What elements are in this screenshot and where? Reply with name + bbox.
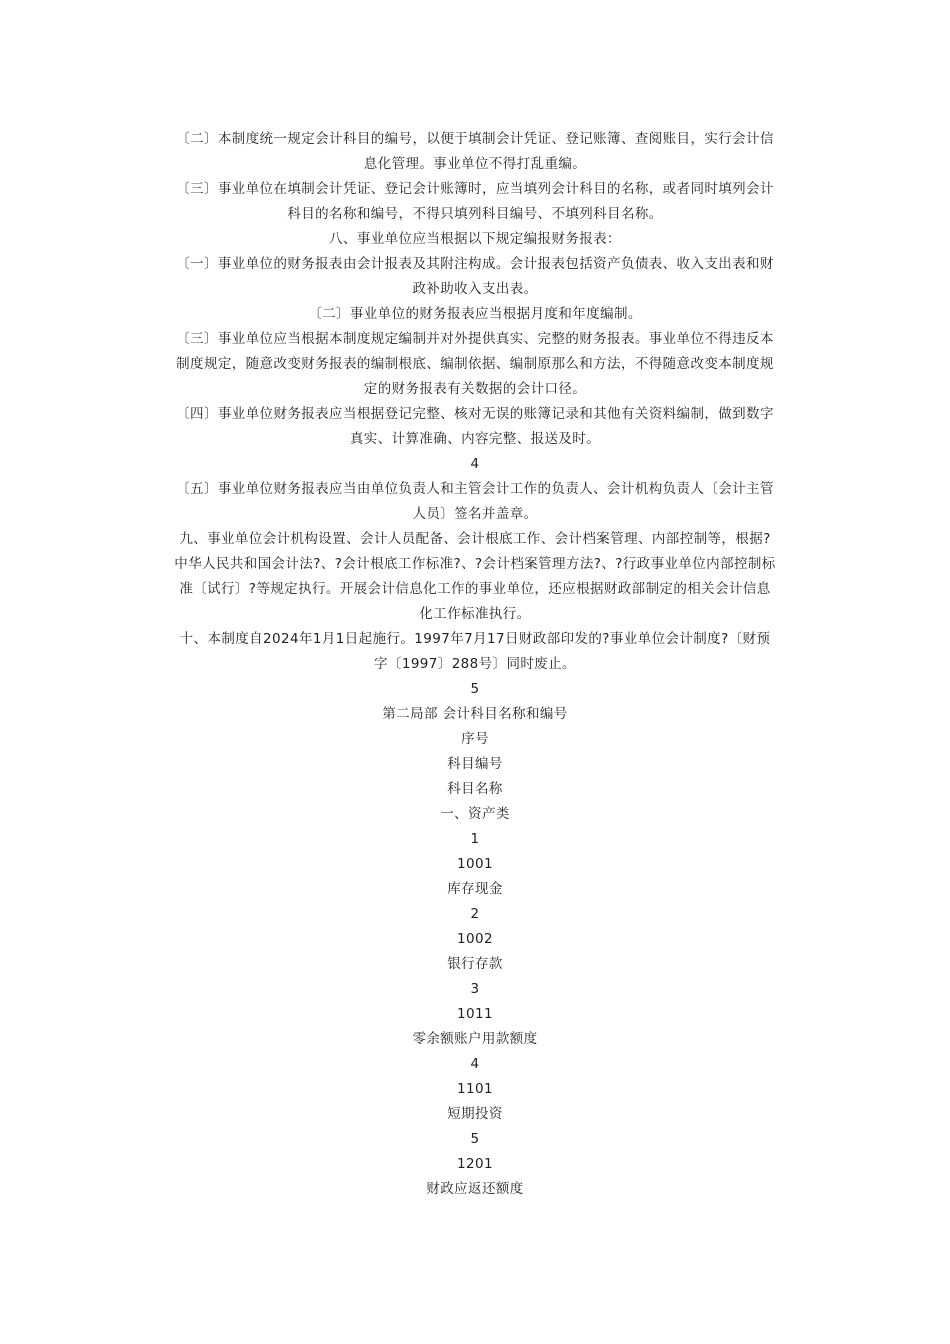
document-page (0, 127, 950, 1202)
table-header-name: 科目名称 (447, 781, 503, 797)
table-header-code: 科目编号 (447, 756, 503, 772)
row-code: 1011 (457, 1006, 493, 1022)
table-row (0, 902, 950, 977)
paragraph-report-period: 〔二〕事业单位的财务报表应当根据月度和年度编制。 (308, 306, 642, 322)
table-row (0, 827, 950, 902)
row-seq: 5 (470, 1131, 480, 1147)
table-row (0, 977, 950, 1052)
row-code: 1002 (457, 931, 493, 947)
paragraph-report-accuracy: 〔三〕事业单位应当根据本制度规定编制并对外提供真实、完整的财务报表。事业单位不得违反本制度规定，随意改变财务报表的编制根底、编制依据、编制原那么和方法，不得随意改变本制度规定的财务报表有关数据的会计口径。 (176, 331, 774, 397)
paragraph-report-basis: 〔四〕事业单位财务报表应当根据登记完整、核对无误的账簿记录和其他有关资料编制，做到数字真实、计算准确、内容完整、报送及时。 (176, 406, 774, 447)
row-seq: 3 (470, 981, 480, 997)
page-number: 5 (470, 681, 480, 697)
row-seq: 1 (470, 831, 480, 847)
table-row (0, 1127, 950, 1202)
table-category-assets: 一、资产类 (440, 806, 510, 822)
row-name: 库存现金 (447, 881, 503, 897)
row-code: 1101 (457, 1081, 493, 1097)
row-seq: 2 (470, 906, 480, 922)
row-name: 零余额账户用款额度 (412, 1031, 538, 1047)
section-title: 第二局部 会计科目名称和编号 (382, 706, 568, 722)
paragraph-effective-date: 十、本制度自2024年1月1日起施行。1997年7月17日财政部印发的?事业单位会计制度?〔财预字〔1997〕288号〕同时废止。 (179, 631, 771, 672)
section-heading-reports: 八、事业单位应当根据以下规定编报财务报表： (329, 231, 621, 247)
paragraph-report-signature: 〔五〕事业单位财务报表应当由单位负责人和主管会计工作的负责人、会计机构负责人〔会计主管人员〕签名并盖章。 (176, 481, 774, 522)
row-name: 短期投资 (447, 1106, 503, 1122)
paragraph-report-composition: 〔一〕事业单位的财务报表由会计报表及其附注构成。会计报表包括资产负债表、收入支出表和财政补助收入支出表。 (176, 256, 774, 297)
paragraph-accounting-institution: 九、事业单位会计机构设置、会计人员配备、会计根底工作、会计档案管理、内部控制等，根据?中华人民共和国会计法?、?会计根底工作标准?、?会计档案管理方法?、?行政事业单位内部控制标准〔试行〕?等规定执行。开展会计信息化工作的事业单位，还应根据财政部制定的相关会计信息化工作标准执行。 (174, 531, 776, 622)
row-name: 财政应返还额度 (426, 1181, 524, 1197)
row-code: 1201 (457, 1156, 493, 1172)
table-header-seq: 序号 (461, 731, 489, 747)
page-number: 4 (470, 456, 480, 472)
paragraph-code-numbering: 〔二〕本制度统一规定会计科目的编号，以便于填制会计凭证、登记账簿、查阅账目，实行会计信息化管理。事业单位不得打乱重编。 (176, 131, 774, 172)
row-seq: 4 (470, 1056, 480, 1072)
paragraph-fill-vouchers: 〔三〕事业单位在填制会计凭证、登记会计账簿时，应当填列会计科目的名称，或者同时填列会计科目的名称和编号，不得只填列科目编号、不填列科目名称。 (176, 181, 774, 222)
row-code: 1001 (457, 856, 493, 872)
table-row (0, 1052, 950, 1127)
row-name: 银行存款 (447, 956, 503, 972)
